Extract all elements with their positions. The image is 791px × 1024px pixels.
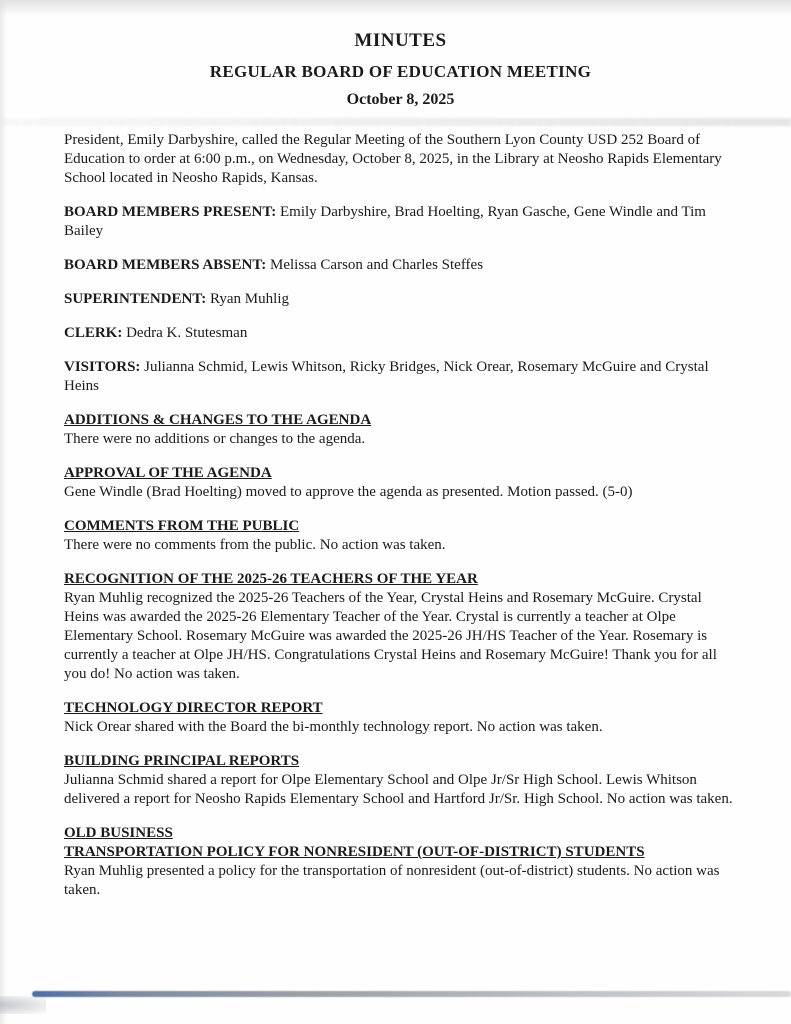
roster-label-clerk: CLERK: [64, 325, 123, 341]
roster-label-board-members-present: BOARD MEMBERS PRESENT: [64, 204, 277, 220]
section-body-technology-report: Nick Orear shared with the Board the bi-monthly technology report. No action was taken. [64, 719, 603, 735]
section-body-old-business: Ryan Muhlig presented a policy for the transportation of nonresident (out-of-district) students. No action was taken. [64, 863, 720, 898]
intro-paragraph: President, Emily Darbyshire, called the Regular Meeting of the Southern Lyon County USD 252 Board of Education to order at 6:00 p.m., on Wednesday, October 8, 2025, in the Library at Neosho Rapids Elementary School located in Neosho Rapids, Kansas. [64, 132, 722, 186]
section-heading-comments-public: COMMENTS FROM THE PUBLIC [64, 518, 300, 534]
roster-superintendent [64, 290, 737, 309]
section-heading-recognition-teachers: RECOGNITION OF THE 2025-26 TEACHERS OF THE YEAR [64, 571, 478, 587]
scan-artifact-bottom-smudge [0, 996, 46, 1014]
section-heading-approval-agenda: APPROVAL OF THE AGENDA [64, 465, 272, 481]
section-heading-old-business: OLD BUSINESS [64, 825, 173, 841]
section-old-business [64, 824, 737, 900]
roster-value-clerk: Dedra K. Stutesman [126, 325, 248, 341]
section-heading-additions-changes: ADDITIONS & CHANGES TO THE AGENDA [64, 412, 372, 428]
roster-board-members-present [64, 203, 737, 241]
section-building-principals [64, 752, 737, 809]
scan-artifact-bottom-line [32, 991, 791, 997]
section-body-building-principals: Julianna Schmid shared a report for Olpe Elementary School and Olpe Jr/Sr High School. Lewis Whitson delivered a report for Neosho Rapids Elementary School and Hartford Jr/Sr. High School. No action was taken. [64, 772, 733, 807]
section-technology-report [64, 699, 737, 737]
roster-clerk [64, 324, 737, 343]
roster-value-visitors: Julianna Schmid, Lewis Whitson, Ricky Bridges, Nick Orear, Rosemary McGuire and Crystal Heins [64, 359, 709, 394]
document-date: October 8, 2025 [346, 91, 455, 108]
roster-label-board-members-absent: BOARD MEMBERS ABSENT: [64, 257, 267, 273]
section-heading-building-principals: BUILDING PRINCIPAL REPORTS [64, 753, 300, 769]
section-body-additions-changes: There were no additions or changes to the agenda. [64, 431, 366, 447]
roster-value-superintendent: Ryan Muhlig [210, 291, 289, 307]
section-body-comments-public: There were no comments from the public. No action was taken. [64, 537, 446, 553]
roster-label-superintendent: SUPERINTENDENT: [64, 291, 207, 307]
section-body-approval-agenda: Gene Windle (Brad Hoelting) moved to approve the agenda as presented. Motion passed. (5-0) [64, 484, 633, 500]
section-subheading-transportation-policy: TRANSPORTATION POLICY FOR NONRESIDENT (OUT-OF-DISTRICT) STUDENTS [64, 844, 645, 860]
roster-visitors [64, 358, 737, 396]
roster-label-visitors: VISITORS: [64, 359, 141, 375]
section-additions-changes [64, 411, 737, 449]
document-subtitle: REGULAR BOARD OF EDUCATION MEETING [209, 62, 592, 81]
document-header [64, 30, 737, 109]
section-heading-technology-report: TECHNOLOGY DIRECTOR REPORT [64, 700, 323, 716]
section-approval-agenda [64, 464, 737, 502]
document-title: MINUTES [354, 30, 447, 51]
roster-value-board-members-absent: Melissa Carson and Charles Steffes [270, 257, 484, 273]
section-comments-public [64, 517, 737, 555]
roster-value-board-members-present: Emily Darbyshire, Brad Hoelting, Ryan Gasche, Gene Windle and Tim Bailey [64, 204, 706, 239]
roster-board-members-absent [64, 256, 737, 275]
section-body-recognition-teachers: Ryan Muhlig recognized the 2025-26 Teachers of the Year, Crystal Heins and Rosemary McGuire. Crystal Heins was awarded the 2025-26 Elementary Teacher of the Year. Crystal is currently a teacher at Olpe Elementary School. Rosemary McGuire was awarded the 2025-26 JH/HS Teacher of the Year. Rosemary is currently a teacher at Olpe JH/HS. Congratulations Crystal Heins and Rosemary McGuire! Thank you for all you do! No action was taken. [64, 590, 717, 682]
section-recognition-teachers [64, 570, 737, 684]
